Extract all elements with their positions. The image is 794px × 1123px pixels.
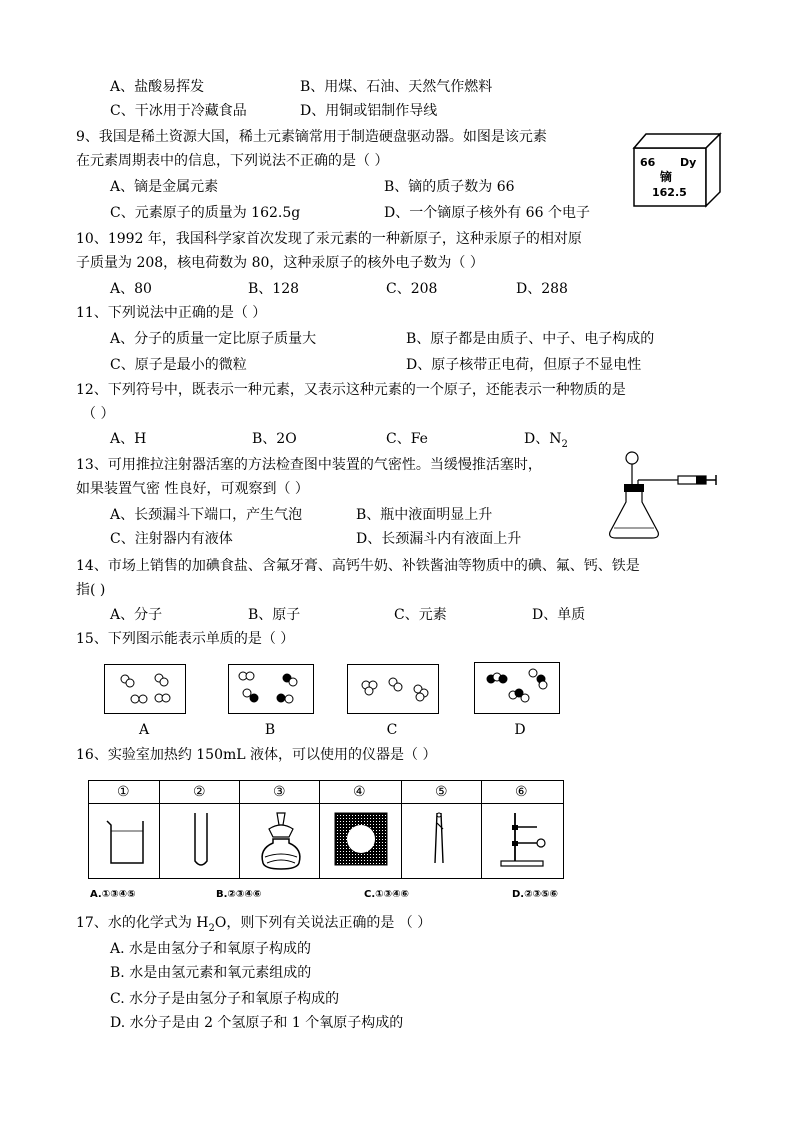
q16-header-6: ⑥ — [515, 784, 528, 800]
element-mass: 162.5 — [652, 186, 687, 199]
q15-label-d: D — [514, 722, 526, 738]
q12-stem-line2: （ ） — [82, 406, 115, 422]
q16-choice-c: C.①③④⑥ — [364, 889, 410, 900]
molecule-diagram-c-icon — [348, 665, 438, 713]
q11-option-b: B、原子都是由质子、中子、电子构成的 — [406, 331, 655, 347]
q10-option-a: A、80 — [110, 281, 152, 297]
crucible-tongs-icon — [429, 811, 449, 869]
q14-option-d: D、单质 — [532, 607, 586, 623]
q16-header-1: ① — [117, 784, 130, 800]
q9-option-a: A、镝是金属元素 — [110, 179, 219, 195]
q17-option-d: D. 水分子是由 2 个氢原子和 1 个氧原子构成的 — [110, 1015, 404, 1031]
alcohol-lamp-icon — [259, 811, 303, 871]
q11-option-d: D、原子核带正电荷，但原子不显电性 — [406, 357, 642, 373]
q8-option-a: A、盐酸易挥发 — [110, 79, 205, 95]
q17-stem-sub: 2 — [208, 922, 215, 934]
q17-option-b: B. 水是由氢元素和氧元素组成的 — [110, 965, 312, 981]
q17-stem-prefix: 17、水的化学式为 H — [76, 915, 209, 931]
q12-option-a: A、H — [110, 431, 147, 447]
q14-stem-line2: 指( ) — [76, 582, 106, 598]
q11-option-a: A、分子的质量一定比原子质量大 — [110, 331, 317, 347]
test-tube-icon — [191, 811, 211, 869]
element-number: 66 — [640, 156, 656, 169]
beaker-icon — [103, 817, 147, 867]
q14-option-b: B、原子 — [248, 607, 301, 623]
q9-option-d: D、一个镝原子核外有 66 个电子 — [384, 205, 590, 221]
q15-figure-d — [474, 662, 560, 714]
q17-option-a: A. 水是由氢分子和氧原子构成的 — [110, 941, 312, 957]
q14-option-a: A、分子 — [110, 607, 163, 623]
q13-option-d: D、长颈漏斗内有液面上升 — [356, 531, 522, 547]
q16-header-4: ④ — [353, 784, 366, 800]
q13-option-b: B、瓶中液面明显上升 — [356, 507, 493, 523]
q8-option-d: D、用铜或铝制作导线 — [300, 103, 438, 119]
iron-stand-icon — [497, 811, 553, 869]
q9-stem-line1: 9、我国是稀土资源大国，稀土元素镝常用于制造硬盘驱动器。如图是该元素 — [76, 129, 547, 145]
q10-stem-line2: 子质量为 208，核电荷数为 80，这种汞原子的核外电子数为（ ） — [76, 255, 484, 271]
q15-stem: 15、下列图示能表示单质的是（ ） — [76, 631, 295, 647]
q12-option-d-sub: 2 — [561, 438, 568, 450]
q10-option-d: D、288 — [516, 281, 568, 297]
q16-apparatus-table — [88, 780, 564, 879]
q13-option-a: A、长颈漏斗下端口，产生气泡 — [110, 507, 303, 523]
q14-stem-line1: 14、市场上销售的加碘食盐、含氟牙膏、高钙牛奶、补铁酱油等物质中的碘、氟、钙、铁是 — [76, 558, 640, 574]
flask-syringe-apparatus-icon — [600, 450, 720, 545]
q12-option-c: C、Fe — [386, 431, 428, 447]
molecule-diagram-a-icon — [105, 665, 185, 713]
q15-label-a: A — [138, 722, 150, 738]
q16-choice-a: A.①③④⑤ — [90, 889, 136, 900]
q15-label-b: B — [264, 722, 276, 738]
q13-option-c: C、注射器内有液体 — [110, 531, 233, 547]
q16-stem: 16、实验室加热约 150mL 液体，可以使用的仪器是（ ） — [76, 747, 437, 763]
q9-option-c: C、元素原子的质量为 162.5g — [110, 205, 301, 221]
q16-choice-d: D.②③⑤⑥ — [512, 889, 558, 900]
q13-stem-line1: 13、可用推拉注射器活塞的方法检查图中装置的气密性。当缓慢推活塞时， — [76, 457, 542, 473]
q13-stem-line2: 如果装置气密 性良好，可观察到（ ） — [76, 481, 309, 497]
q12-stem-line1: 12、下列符号中，既表示一种元素，又表示这种元素的一个原子，还能表示一种物质的是 — [76, 382, 626, 398]
q17-stem-suffix: O，则下列有关说法正确的是 （ ） — [214, 915, 432, 931]
q17-stem — [76, 914, 431, 932]
q16-header-5: ⑤ — [435, 784, 448, 800]
q16-choice-b: B.②③④⑥ — [216, 889, 262, 900]
q16-header-3: ③ — [273, 784, 286, 800]
element-cell-figure — [630, 128, 725, 208]
q14-option-c: C、元素 — [394, 607, 447, 623]
q15-label-c: C — [386, 722, 398, 738]
q9-stem-line2: 在元素周期表中的信息，下列说法不正确的是（ ） — [76, 153, 389, 169]
q15-figure-b — [228, 664, 314, 714]
q10-option-c: C、208 — [386, 281, 438, 297]
q15-figure-c — [347, 664, 439, 714]
q16-header-2: ② — [193, 784, 206, 800]
molecule-diagram-b-icon — [229, 665, 313, 713]
wire-gauze-icon — [333, 811, 389, 867]
q12-option-d — [524, 430, 568, 448]
q8-option-b: B、用煤、石油、天然气作燃料 — [300, 79, 493, 95]
q15-figure-a — [104, 664, 186, 714]
q10-stem-line1: 10、1992 年，我国科学家首次发现了汞元素的一种新原子，这种汞原子的相对原 — [76, 231, 582, 247]
q8-option-c: C、干冰用于冷藏食品 — [110, 103, 247, 119]
q11-option-c: C、原子是最小的微粒 — [110, 357, 247, 373]
q9-option-b: B、镝的质子数为 66 — [384, 179, 515, 195]
q10-option-b: B、128 — [248, 281, 300, 297]
q17-option-c: C. 水分子是由氢分子和氧原子构成的 — [110, 991, 340, 1007]
element-symbol: Dy — [680, 156, 697, 169]
q12-option-b: B、2O — [252, 431, 297, 447]
q11-stem: 11、下列说法中正确的是（ ） — [76, 305, 267, 321]
element-name: 镝 — [660, 170, 673, 184]
q12-option-d-text: D、N — [524, 431, 562, 447]
molecule-diagram-d-icon — [475, 663, 559, 713]
